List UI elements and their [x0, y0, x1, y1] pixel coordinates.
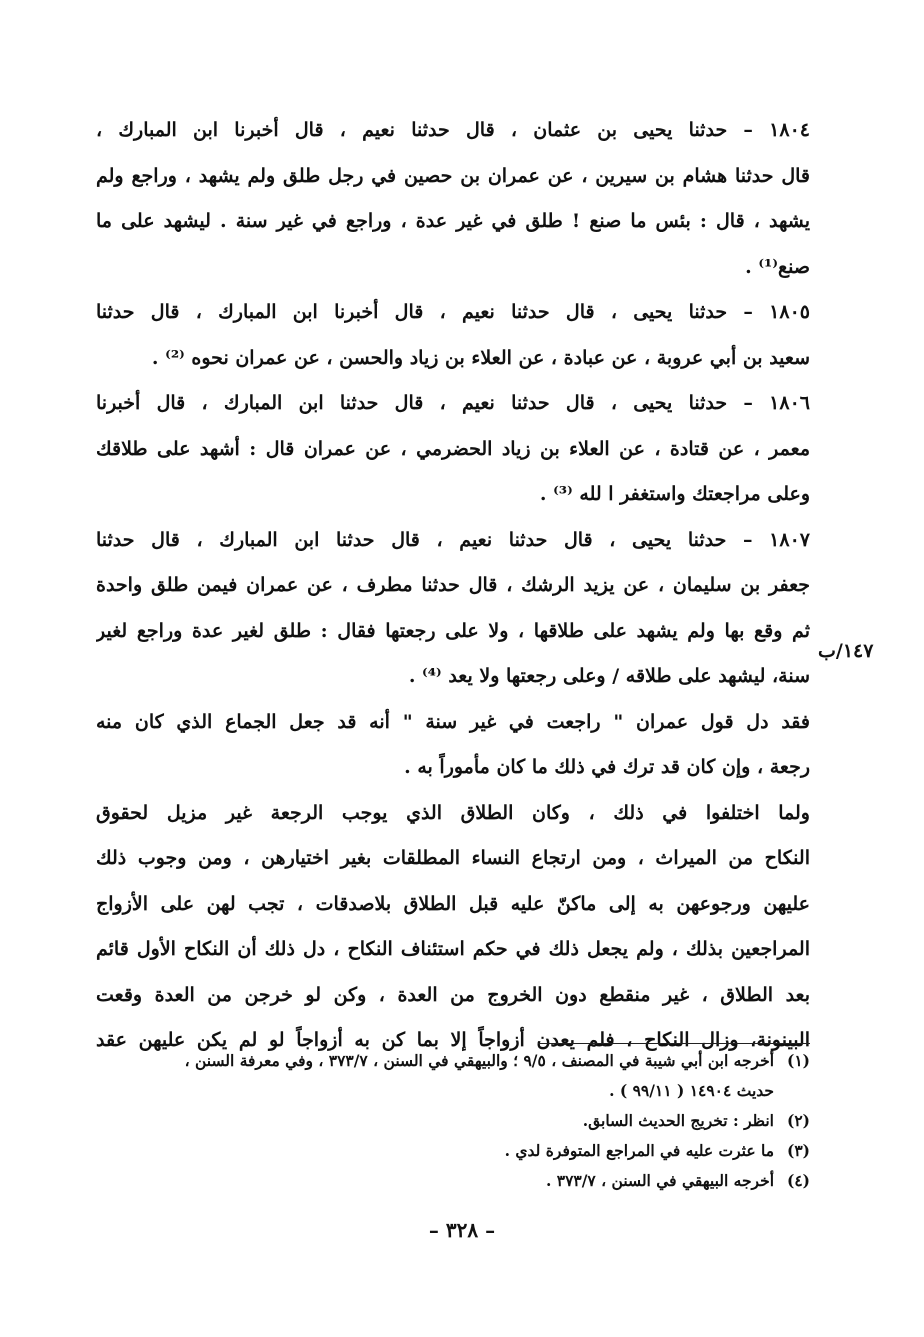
footnote-item [96, 1076, 810, 1106]
footnote-text: أخرجه البيهقي في السنن ، ٣٧٣/٧ . [545, 1171, 774, 1190]
text-line: بعد الطلاق ، غير منقطع دون الخروج من العدة ، وكن لو خرجن من العدة وقعت [96, 983, 810, 1006]
text-line: يشهد ، قال : بئس ما صنع ! طلق في غير عدة ، وراجع في غير سنة . ليشهد على ما [96, 210, 810, 232]
text-line: البينونة، وزال النكاح ، فلم يعدن أزواجاً إلا بما كن به أزواجاً لو لم يكن عليهن عقد [96, 1029, 810, 1051]
text-line: قال حدثنا هشام بن سيرين ، عن عمران بن حصين في رجل طلق ولم يشهد ، وراجع ولم [96, 164, 810, 187]
text-line: المراجعين بذلك ، ولم يجعل ذلك في حكم استئناف النكاح ، دل ذلك أن النكاح الأول قائم [96, 938, 810, 960]
page-number: – ٣٢٨ – [428, 1218, 496, 1242]
footnote-text: ما عثرت عليه في المراجع المتوفرة لدي . [504, 1141, 774, 1160]
footnote-number: (١) [786, 1051, 810, 1070]
text-line: النكاح من الميراث ، ومن ارتجاع النساء المطلقات بغير اختيارهن ، ومن وجوب ذلك [96, 847, 810, 869]
text-line: فقد دل قول عمران " راجعت في غير سنة " أنه قد جعل الجماع الذي كان منه [96, 710, 810, 733]
footnote-number: (٣) [786, 1141, 810, 1160]
footnote-text: أخرجه ابن أبي شيبة في المصنف ، ٩/٥ ؛ والبيهقي في السنن ، ٣٧٣/٧ ، وفي معرفة السنن ، [184, 1051, 774, 1070]
footnote-item [96, 1136, 810, 1166]
footnote-number: (٤) [786, 1171, 810, 1190]
footnote-divider [538, 1043, 810, 1044]
text-line: ولما اختلفوا في ذلك ، وكان الطلاق الذي يوجب الرجعة غير مزيل لحقوق [96, 801, 810, 824]
text-line: معمر ، عن قتادة ، عن العلاء بن زياد الحضرمي ، عن عمران قال : أشهد على طلاقك [96, 437, 810, 460]
footnote-item [96, 1046, 810, 1076]
text-line: ١٨٠٥ – حدثنا يحيى ، قال حدثنا نعيم ، قال أخبرنا ابن المبارك ، قال حدثنا [96, 301, 810, 323]
text-line: جعفر بن سليمان ، عن يزيد الرشك ، قال حدثنا مطرف ، عن عمران فيمن طلق واحدة [96, 574, 810, 596]
footnote-text: حديث ١٤٩٠٤ ( ٩٩/١١ ) . [609, 1081, 774, 1100]
text-line: ثم وقع بها ولم يشهد على طلاقها ، ولا على رجعتها فقال : طلق لغير عدة وراجع لغير [96, 619, 810, 642]
text-line: ١٨٠٧ – حدثنا يحيى ، قال حدثنا نعيم ، قال حدثنا ابن المبارك ، قال حدثنا [96, 528, 810, 551]
text-line: سعيد بن أبي عروبة ، عن عبادة ، عن العلاء بن زياد والحسن ، عن عمران نحوه ⁽²⁾ . [151, 346, 810, 369]
manuscript-folio-note: ١٤٧/ب [818, 640, 874, 662]
text-line: ١٨٠٤ – حدثنا يحيى بن عثمان ، قال حدثنا نعيم ، قال أخبرنا ابن المبارك ، [96, 119, 810, 141]
text-line: سنة، ليشهد على طلاقه / وعلى رجعتها ولا يعد ⁽⁴⁾ . [408, 665, 810, 687]
main-text [96, 108, 810, 1064]
footnote-text: انظر : تخريج الحديث السابق. [582, 1111, 774, 1130]
footnotes [96, 1046, 810, 1196]
text-line: ١٨٠٦ – حدثنا يحيى ، قال حدثنا نعيم ، قال حدثنا ابن المبارك ، قال أخبرنا [96, 392, 810, 414]
text-line: صنع⁽¹⁾ . [745, 255, 810, 278]
text-line: عليهن ورجوعهن به إلى ماكنّ عليه قبل الطلاق بلاصدقات ، تجب لهن على الأزواج [96, 892, 810, 915]
footnote-item [96, 1106, 810, 1136]
text-line: وعلى مراجعتك واستغفر ا لله ⁽³⁾ . [539, 483, 810, 505]
footnote-number: (٢) [786, 1111, 810, 1130]
footnote-item [96, 1166, 810, 1196]
text-line: رجعة ، وإن كان قد ترك في ذلك ما كان مأموراً به . [404, 756, 810, 778]
